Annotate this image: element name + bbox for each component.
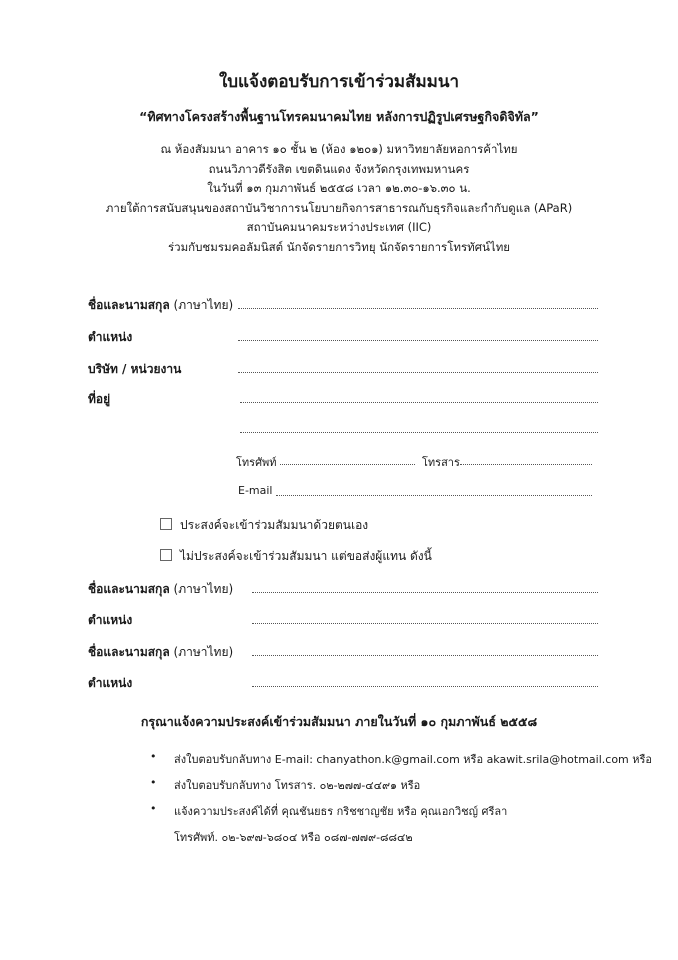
fax-label: โทรสาร <box>422 456 460 469</box>
address-row-2 <box>88 418 598 438</box>
thai-note: (ภาษาไทย) <box>173 298 234 312</box>
email-row <box>88 481 598 501</box>
seminar-title: “ทิศทางโครงสร้างพื้นฐานโทรคมนาคมไทย หลังการปฏิรูปเศรษฐกิจดิจิทัล” <box>139 109 539 124</box>
address-row <box>88 388 598 408</box>
rep1-thai-note: (ภาษาไทย) <box>173 582 234 596</box>
email-field[interactable] <box>276 495 592 496</box>
address-field-2[interactable] <box>240 432 598 433</box>
fax-field[interactable] <box>460 464 592 465</box>
rep2-position-row <box>88 672 598 692</box>
info-venue: ณ ห้องสัมมนา อาคาร ๑๐ ชั้น ๒ (ห้อง ๑๒๐๑) มหาวิทยาลัยหอการค้าไทย <box>160 142 518 156</box>
attend-self-label: ประสงค์จะเข้าร่วมสัมมนาด้วยตนเอง <box>180 518 369 532</box>
contact-fax-text: ส่งใบตอบรับกลับทาง โทรสาร. ๐๒-๒๗๗-๔๔๙๑ หรือ <box>174 779 421 792</box>
info-partner: ร่วมกับชมรมคอลัมนิสต์ นักจัดรายการวิทยุ นักจัดรายการโทรทัศน์ไทย <box>167 239 511 254</box>
rep2-position-field[interactable] <box>252 686 598 687</box>
rep2-position-label: ตำแหน่ง <box>88 676 133 690</box>
contact-email-text: ส่งใบตอบรับกลับทาง E-mail: chanyathon.k@gmail.com หรือ akawit.srila@hotmail.com หรือ <box>174 753 653 766</box>
rep2-name-label: ชื่อและนามสกุล <box>88 645 170 659</box>
bullet-icon: • <box>150 776 157 789</box>
send-representative-option[interactable] <box>160 547 432 566</box>
company-label: บริษัท / หน่วยงาน <box>88 362 182 376</box>
send-representative-checkbox[interactable] <box>160 549 172 561</box>
attend-self-option[interactable] <box>160 516 368 535</box>
rep1-name-row <box>88 578 598 598</box>
email-label: E-mail <box>238 484 273 497</box>
info-address: ถนนวิภาวดีรังสิต เขตดินแดง จังหวัดกรุงเทพมหานคร <box>208 161 470 176</box>
address-field-1[interactable] <box>240 402 598 403</box>
position-row <box>88 326 598 346</box>
rep2-name-row <box>88 641 598 661</box>
rep1-position-label: ตำแหน่ง <box>88 613 133 627</box>
phone-fax-row <box>88 450 598 470</box>
address-label: ที่อยู่ <box>88 392 111 406</box>
rep2-thai-note: (ภาษาไทย) <box>173 645 234 659</box>
company-field[interactable] <box>238 372 598 373</box>
info-support: ภายใต้การสนับสนุนของสถาบันวิชาการนโยบายกิจการสาธารณกับธุรกิจและกำกับดูแล (APaR) <box>105 200 573 215</box>
name-row <box>88 294 598 314</box>
bullet-icon: • <box>150 802 157 815</box>
info-datetime: ในวันที่ ๑๓ กุมภาพันธ์ ๒๕๕๘ เวลา ๑๒.๓๐-๑๖.๓๐ น. <box>207 181 471 195</box>
send-representative-label: ไม่ประสงค์จะเข้าร่วมสัมมนา แต่ขอส่งผู้แทน ดังนี้ <box>180 549 432 563</box>
contact-phone: โทรศัพท์. ๐๒-๖๙๗-๖๘๐๔ หรือ ๐๘๗-๗๗๙-๘๘๔๒ <box>174 831 413 844</box>
rep2-name-field[interactable] <box>252 655 598 656</box>
attend-self-checkbox[interactable] <box>160 518 172 530</box>
company-row <box>88 358 598 378</box>
contact-person-text: แจ้งความประสงค์ได้ที่ คุณชันยธร กริชชาญชัย หรือ คุณเอกวิชญ์ ศรีลา <box>174 805 508 818</box>
info-iic: สถาบันคมนาคมระหว่างประเทศ (IIC) <box>246 220 432 234</box>
position-field[interactable] <box>238 340 598 341</box>
rep1-position-row <box>88 609 598 629</box>
phone-label: โทรศัพท์ <box>236 456 277 469</box>
rep1-position-field[interactable] <box>252 623 598 624</box>
phone-field[interactable] <box>280 464 415 465</box>
name-label: ชื่อและนามสกุล <box>88 298 170 312</box>
position-label: ตำแหน่ง <box>88 330 133 344</box>
rep1-name-label: ชื่อและนามสกุล <box>88 582 170 596</box>
seminar-info <box>0 140 678 257</box>
form-title: ใบแจ้งตอบรับการเข้าร่วมสัมมนา <box>218 72 460 92</box>
name-field[interactable] <box>238 308 598 309</box>
rep1-name-field[interactable] <box>252 592 598 593</box>
bullet-icon: • <box>150 750 157 763</box>
deadline-note: กรุณาแจ้งความประสงค์เข้าร่วมสัมมนา ภายในวันที่ ๑๐ กุมภาพันธ์ ๒๕๕๘ <box>140 714 538 729</box>
